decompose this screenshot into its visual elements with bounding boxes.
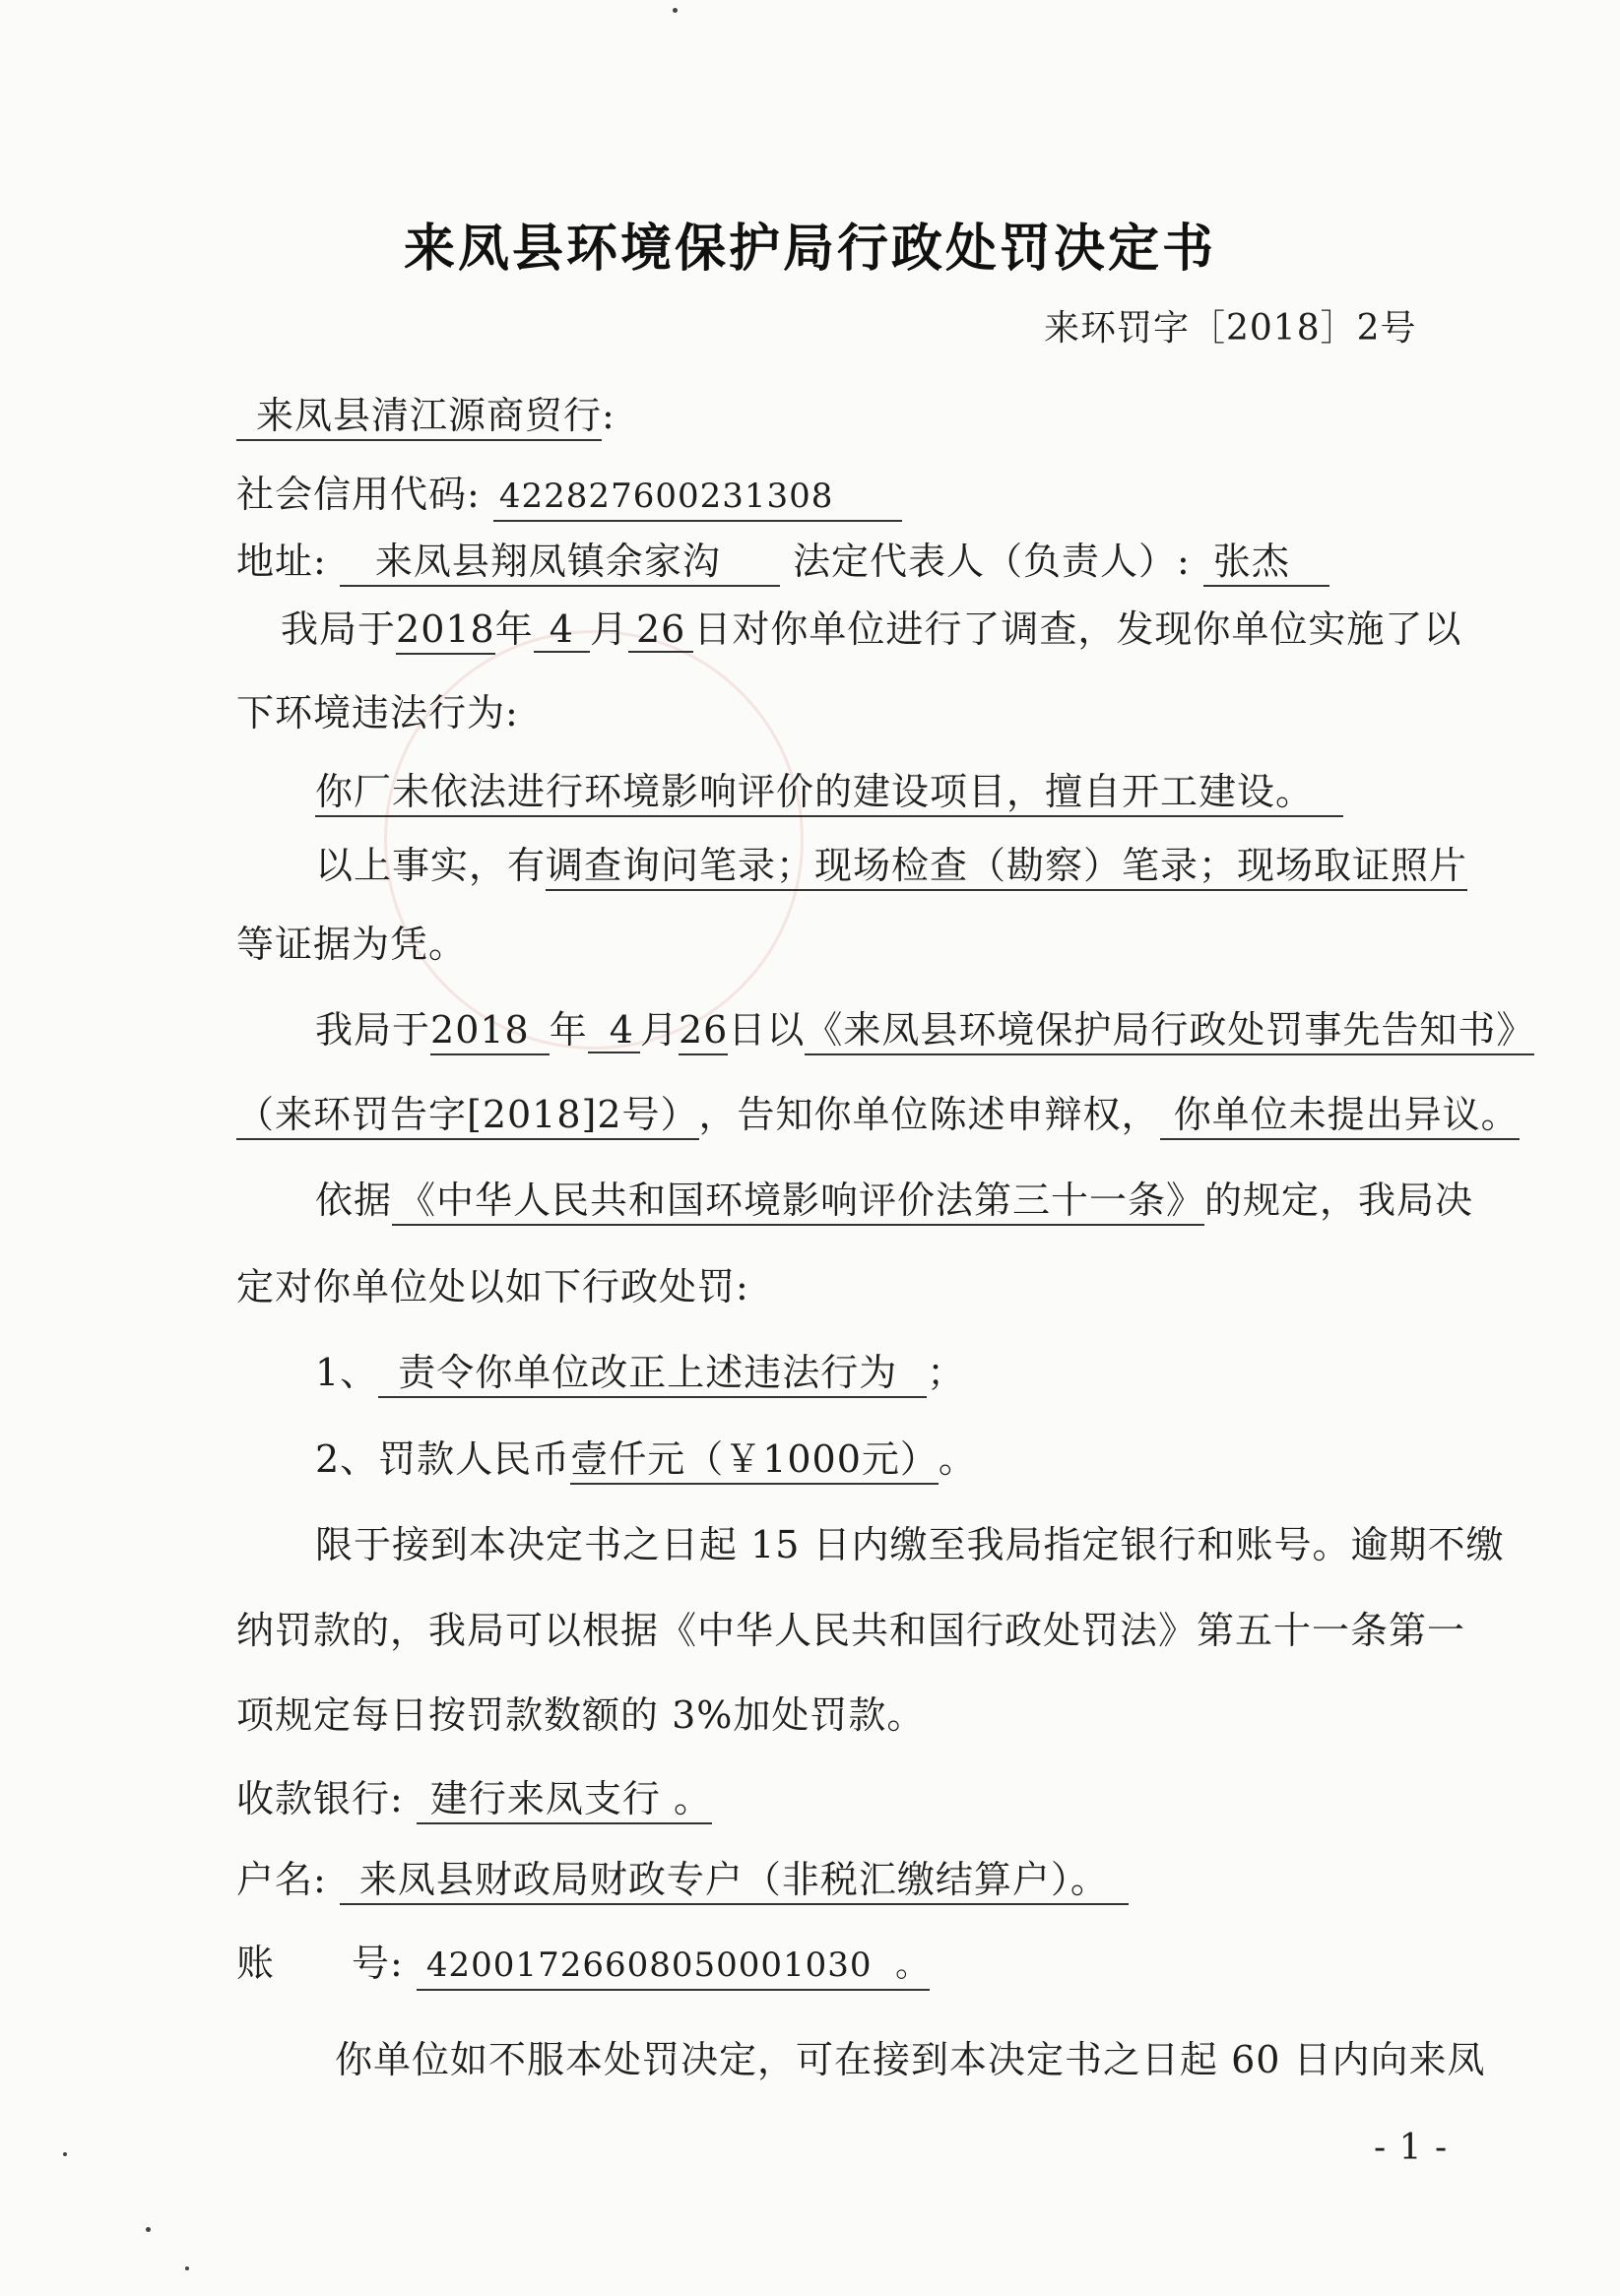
penalty-item-1 bbox=[315, 1349, 965, 1398]
notice-prefix: 我局于 bbox=[315, 1008, 431, 1052]
bank-value: 建行来凤支行 bbox=[429, 1777, 661, 1820]
deadline-line1: 限于接到本决定书之日起 15 日内缴至我局指定银行和账号。逾期不缴 bbox=[315, 1523, 1505, 1566]
notice-reference: （来环罚告字[2018]2号） bbox=[236, 1093, 699, 1140]
evidence-prefix: 以上事实，有 bbox=[315, 844, 547, 887]
appeal-line: 你单位如不服本处罚决定，可在接到本决定书之日起 60 日内向来凤 bbox=[335, 2038, 1486, 2081]
evidence-line bbox=[315, 842, 1467, 891]
basis-suffix: 的规定，我局决 bbox=[1204, 1179, 1474, 1222]
notice-line2 bbox=[236, 1091, 1520, 1140]
account-number-end: 。 bbox=[895, 1945, 931, 1985]
notice-year: 2018 bbox=[430, 1008, 550, 1055]
month-char: 月 bbox=[589, 607, 628, 651]
violation-intro-line: 下环境违法行为: bbox=[236, 691, 519, 734]
notice-mid: 日以 bbox=[728, 1008, 806, 1052]
bank-end: 。 bbox=[674, 1777, 713, 1820]
violation-text: 你厂未依法进行环境影响评价的建设项目，擅自开工建设。 bbox=[315, 770, 1343, 817]
bank-line bbox=[236, 1775, 712, 1824]
account-name-line bbox=[236, 1856, 1129, 1905]
document-number: 来环罚字［2018］2号 bbox=[1044, 308, 1417, 349]
notice-result: 你单位未提出异议。 bbox=[1160, 1093, 1520, 1140]
account-name-label: 户名: bbox=[236, 1858, 327, 1901]
investigation-suffix: 日对你单位进行了调查，发现你单位实施了以 bbox=[693, 607, 1462, 651]
penalty-2-prefix: 2、罚款人民币 bbox=[315, 1437, 571, 1481]
notice-document: 《来凤县环境保护局行政处罚事先告知书》 bbox=[805, 1008, 1534, 1055]
address-value: 来凤县翔凤镇余家沟 bbox=[340, 540, 780, 587]
penalty-item-2 bbox=[315, 1435, 977, 1485]
scan-speck bbox=[185, 2266, 189, 2270]
address-label: 地址: bbox=[236, 540, 327, 583]
evidence-line2: 等证据为凭。 bbox=[236, 923, 468, 966]
recipient-suffix: : bbox=[602, 394, 616, 437]
account-number-value: 42001726608050001030 bbox=[425, 1945, 873, 1985]
scan-speck bbox=[673, 8, 678, 13]
credit-code-line bbox=[236, 471, 902, 522]
investigation-month: 4 bbox=[534, 607, 590, 653]
notice-month-char: 月 bbox=[639, 1008, 679, 1052]
recipient-name: 来凤县清江源商贸行 bbox=[236, 394, 602, 441]
year-char: 年 bbox=[494, 607, 534, 651]
legal-rep-label: 法定代表人（负责人）: bbox=[793, 540, 1191, 583]
evidence-items: 调查询问笔录；现场检查（勘察）笔录；现场取证照片 bbox=[546, 844, 1467, 891]
deadline-line2: 纳罚款的，我局可以根据《中华人民共和国行政处罚法》第五十一条第一 bbox=[236, 1609, 1466, 1652]
bank-label: 收款银行: bbox=[236, 1777, 404, 1820]
account-number-line bbox=[236, 1940, 930, 1991]
notice-mid2: ，告知你单位陈述申辩权， bbox=[698, 1093, 1160, 1136]
credit-code-value: 422827600231308 bbox=[493, 475, 902, 522]
page-number: - 1 - bbox=[1374, 2128, 1449, 2168]
investigation-prefix: 我局于 bbox=[281, 607, 397, 651]
penalty-1-number: 1、 bbox=[315, 1351, 379, 1394]
penalty-2-amount: 壹仟元（￥1000元） bbox=[570, 1437, 939, 1485]
penalty-1-end: ； bbox=[927, 1351, 966, 1394]
notice-month: 4 bbox=[588, 1008, 640, 1053]
investigation-year: 2018 bbox=[396, 607, 495, 655]
scan-speck bbox=[63, 2152, 67, 2156]
basis-line2: 定对你单位处以如下行政处罚: bbox=[236, 1265, 749, 1308]
account-name-value: 来凤县财政局财政专户（非税汇缴结算户）。 bbox=[340, 1858, 1129, 1905]
legal-rep-value: 张杰 bbox=[1203, 540, 1329, 587]
notice-line bbox=[315, 1006, 1534, 1055]
penalty-1-text: 责令你单位改正上述违法行为 bbox=[378, 1351, 927, 1398]
violation-line bbox=[315, 768, 1343, 817]
investigation-day: 26 bbox=[628, 607, 693, 653]
document-title: 来凤县环境保护局行政处罚决定书 bbox=[403, 220, 1216, 279]
bank-value-wrap bbox=[417, 1777, 712, 1824]
basis-line bbox=[315, 1177, 1473, 1226]
recipient-line bbox=[236, 392, 616, 441]
credit-code-label: 社会信用代码: bbox=[236, 473, 481, 516]
basis-law: 《中华人民共和国环境影响评价法第三十一条》 bbox=[392, 1179, 1204, 1226]
address-line bbox=[236, 538, 1329, 587]
investigation-line bbox=[281, 606, 1461, 655]
penalty-2-end: 。 bbox=[938, 1437, 977, 1481]
account-number-wrap bbox=[417, 1944, 930, 1991]
scan-speck bbox=[146, 2227, 151, 2232]
notice-day: 26 bbox=[679, 1008, 728, 1055]
account-number-label: 账 号: bbox=[236, 1942, 404, 1985]
basis-prefix: 依据 bbox=[315, 1179, 393, 1222]
notice-year-char: 年 bbox=[549, 1008, 588, 1052]
deadline-line3: 项规定每日按罚款数额的 3%加处罚款。 bbox=[236, 1693, 926, 1737]
